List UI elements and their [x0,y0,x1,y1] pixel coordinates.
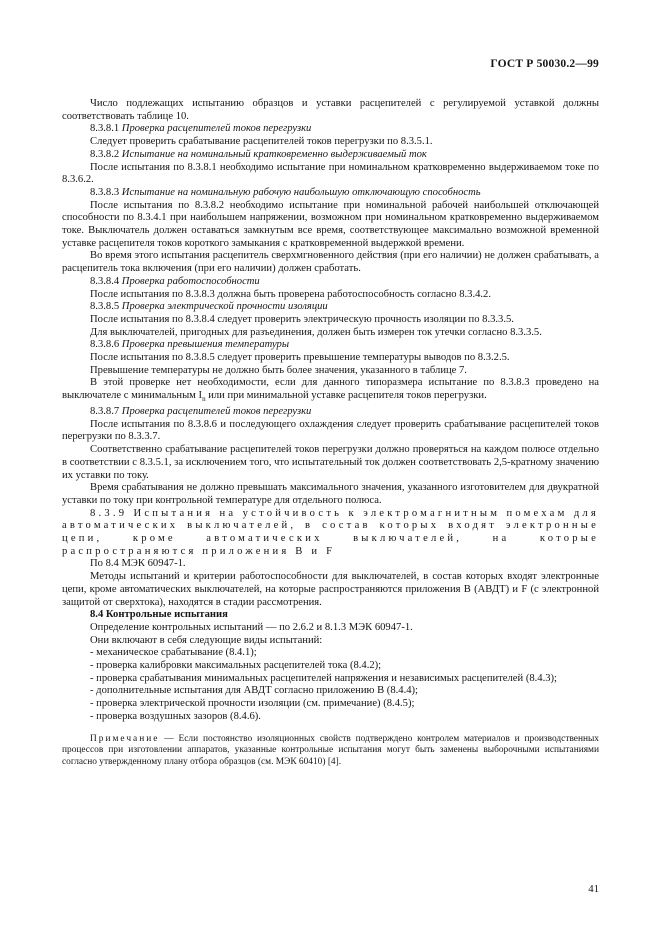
paragraph: Они включают в себя следующие виды испытаний: [90,634,323,646]
paragraph: После испытания по 8.3.8.2 необходимо испытание при номинальной рабочей наибольшей отключающей способности по 8.3.4.1 при наибольшем напряжении, возможном при номинальном кратковременно выдерживаемом токе. Выключатель должен оставаться замкнутым все время, соответствующее максимально возможной временной уставке расцепителя токов короткого замыкания с кратковременной выдержкой времени. [62,199,599,249]
document-header: ГОСТ Р 50030.2—99 [490,58,599,70]
paragraph: По 8.4 МЭК 60947-1. [90,558,186,570]
paragraph: Во время этого испытания расцепитель сверхмгновенного действия (при его наличии) не должен срабатывать, а расцепитель тока включения (при его наличии) должен сработать. [62,250,599,275]
section-heading [62,187,599,200]
section-number: 8.3.8.6 [90,339,120,351]
paragraph: Число подлежащих испытанию образцов и уставки расцепителей с регулируемой уставкой должны соответствовать таблице 10. [62,98,599,122]
section-title: Проверка превышения температуры [121,339,290,351]
section-title: Испытание на номинальную рабочую наибольшую отключающую способность [121,186,481,198]
section-heading [62,123,599,136]
paragraph: Превышение температуры не должно быть более значения, указанного в таблице 7. [90,364,467,376]
paragraph: После испытания по 8.3.8.4 следует проверить электрическую прочность изоляции по 8.3.3.5. [90,313,514,325]
note-label: Примечание [90,733,160,744]
paragraph: Следует проверить срабатывание расцепителей токов перегрузки по 8.3.5.1. [90,136,433,148]
paragraph-tail: или при минимальной уставке расцепителя токов перегрузки. [205,390,487,402]
list-item: - проверка электрической прочности изоляции (см. примечание) (8.4.5); [90,698,415,710]
paragraph [62,377,599,406]
paragraph-text: В этой проверке нет необходимости, если для данного типоразмера испытание по 8.3.8.3 проведено на выключателе с минимальным I [62,377,599,402]
paragraph: После испытания по 8.3.8.5 следует проверить превышение температуры выводов по 8.3.2.5. [90,352,510,364]
note [62,734,599,769]
paragraph: Методы испытаний и критерии работоспособности для выключателей, в состав которых входят электронные цепи, кроме автоматических выключателей, на которые распространяются приложения В (АВДТ) и F (с электронной защитой от сверхтока), находятся в стадии рассмотрения. [62,571,599,608]
section-heading [62,339,599,352]
paragraph: Определение контрольных испытаний — по 2.6.2 и 8.1.3 МЭК 60947-1. [90,621,413,633]
section-number: 8.3.8.5 [90,301,120,313]
section-heading [62,276,599,289]
section-number: 8.3.8.1 [90,123,120,135]
subscript: n [202,395,206,404]
section-heading-bold: 8.4 Контрольные испытания [90,609,228,621]
list-item: - проверка срабатывания минимальных расцепителей напряжения и независимых расцепителей (8.4.3); [90,672,558,684]
list-item: - дополнительные испытания для АВДТ согласно приложению В (8.4.4); [90,685,418,697]
section-title: Проверка расцепителей токов перегрузки [121,123,312,135]
note-text: — Если постоянство изоляционных свойств подтверждено контролем материалов и производственных процессов при изготовлении аппаратов, указанные контрольные испытания могут быть заменены выборочными испытаниями согласно утвержденному плану отбора образцов (см. МЭК 60410) [4]. [62,733,599,767]
paragraph: После испытания по 8.3.8.3 должна быть проверена работоспособность согласно 8.3.4.2. [90,288,491,300]
section-title: Проверка работоспособности [121,275,260,287]
list-item: - проверка воздушных зазоров (8.4.6). [90,710,261,722]
section-heading-spaced: 8.3.9 Испытания на устойчивость к электромагнитным помехам для автоматических выключателей, в состав которых входят электронные цепи, кроме автоматических выключателей, на которые распространяются приложения В и F [62,507,599,557]
section-title: Проверка электрической прочности изоляции [121,301,328,313]
paragraph: После испытания по 8.3.8.1 необходимо испытание при номинальном кратковременно выдерживаемом токе по 8.3.6.2. [62,161,599,186]
section-title: Испытание на номинальный кратковременно выдерживаемый ток [121,148,427,160]
paragraph: Соответственно срабатывание расцепителей токов перегрузки должно проверяться на каждом полюсе отдельно в соответствии с 8.3.5.1, за исключением того, что испытательный ток должен соответствовать 2,5-кратному значению их уставки по току. [62,444,599,481]
paragraph: После испытания по 8.3.8.6 и последующего охлаждения следует проверить срабатывание расцепителей токов перегрузки по 8.3.3.7. [62,418,599,443]
section-number: 8.3.8.7 [90,405,120,417]
section-title: Проверка расцепителей токов перегрузки [121,405,312,417]
page-number: 41 [588,883,599,895]
list-item: - проверка калибровки максимальных расцепителей тока (8.4.2); [90,660,382,672]
paragraph: Время срабатывания не должно превышать максимального значения, указанного изготовителем для двукратной уставки по току при контрольной температуре для отдельного полюса. [62,482,599,506]
section-heading [62,406,599,419]
section-heading [62,301,599,314]
section-heading [62,149,599,162]
document-body [62,98,599,768]
paragraph: Для выключателей, пригодных для разъединения, должен быть измерен ток утечки согласно 8.3.3.5. [90,326,542,338]
section-number: 8.3.8.4 [90,275,120,287]
section-number: 8.3.8.2 [90,148,120,160]
list-item: - механическое срабатывание (8.4.1); [90,647,257,659]
section-number: 8.3.8.3 [90,186,120,198]
